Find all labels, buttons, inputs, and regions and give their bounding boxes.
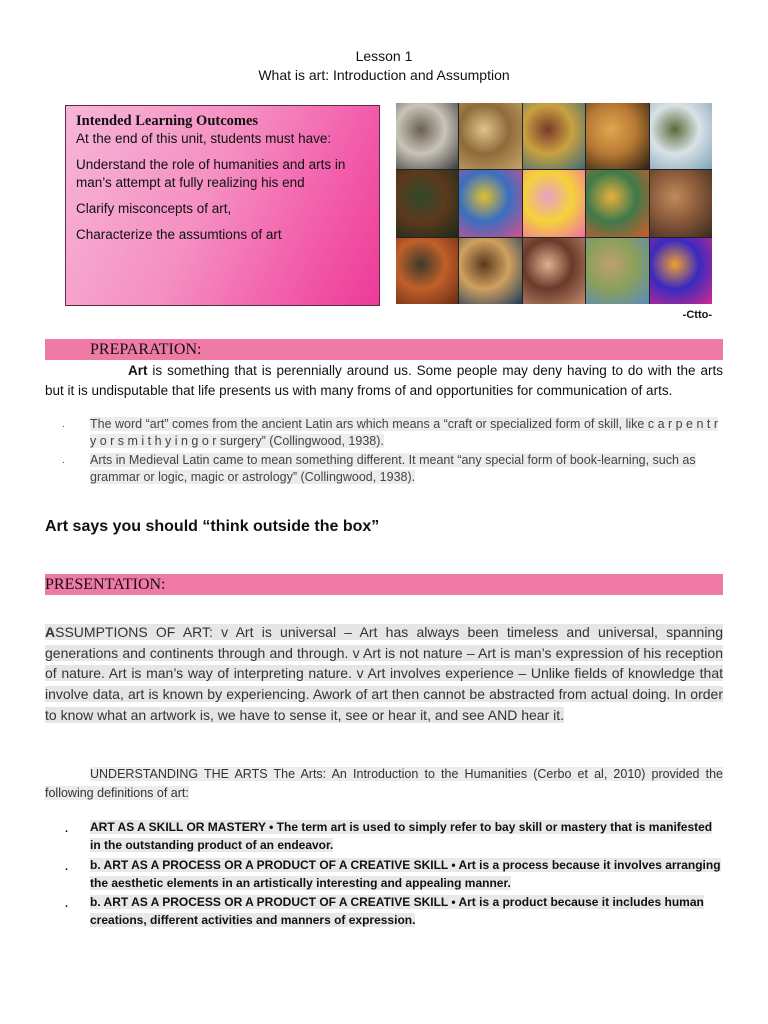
preparation-label: PREPARATION: [90,341,202,358]
definitions-list [65,818,725,931]
lesson-header [0,47,768,85]
list-item [65,893,725,930]
definition-text: b. ART AS A PROCESS OR A PRODUCT OF A CREATIVE SKILL • Art is a product because it includes human creations, different activities and manners of expression. [90,895,704,928]
list-item [65,818,725,855]
lesson-title: What is art: Introduction and Assumption [258,67,510,83]
definition-text: ART AS A SKILL OR MASTERY • The term art is used to simply refer to bay skill or mastery that is manifested in the outstanding product of an endeavor. [90,820,713,853]
mont-sainte-victoire-thumbnail [586,238,648,304]
bullet-marker: . [65,823,69,835]
list-item [62,452,724,486]
list-item [62,416,724,450]
windmill-landscape-thumbnail [650,103,712,169]
fish-painting-thumbnail [586,170,648,236]
outcomes-heading: Intended Learning Outcomes [76,113,259,129]
definition-text: b. ART AS A PROCESS OR A PRODUCT OF A CREATIVE SKILL • Art is a process because it involves arranging the aesthetic elements in an artistically interesting and appealing manner. [90,857,721,890]
marilyn-pop-art-thumbnail [523,170,585,236]
list-item-text: Arts in Medieval Latin came to mean something different. It meant “any special form of book-learning, such as grammar or logic, magic or astrology” (Collingwood, 1938). [90,453,696,484]
reclining-figure-thumbnail [523,238,585,304]
preparation-bar [45,339,723,360]
preparation-text: is something that is perennially around us. Some people may deny having to do with the arts but it is undisputable that life presents us with many froms of and opportunities for communication of arts. [45,363,723,398]
lesson-number: Lesson 1 [355,48,413,64]
assumptions-initial: A [45,624,56,640]
think-outside-heading: Art says you should “think outside the box” [45,518,380,535]
mechanical-head-sculpture-thumbnail [586,103,648,169]
bullet-marker: . [62,455,65,466]
cubist-portrait-thumbnail [523,103,585,169]
bullet-marker: . [62,419,65,430]
assumptions-text: SSUMPTIONS OF ART: v Art is universal – Art has always been timeless and universal, spanning generations and continents through and through. v Art is not nature – Art is man’s expression of his reception of nature. Art is man’s way of interpreting nature. v Art involves experience – Unlike fields of knowledge that involve data, art is known by experiencing. Awork of art then cannot be abstracted from actual doing. In order to know what an artwork is, we have to sense it, see or hear it, and see AND hear it. [45,624,723,723]
arnolfini-portrait-thumbnail [396,170,458,236]
op-art-vasarely-thumbnail [650,238,712,304]
list-item-text: The word “art” comes from the ancient Latin ars which means a “craft or specialized form of skill, like c a r p e n t r y o r s m i t h y i n g o r surgery” (Collingwood, 1938). [90,417,719,448]
presentation-label: PRESENTATION: [45,576,166,593]
presentation-bar [45,574,723,595]
bullet-marker: . [65,860,69,873]
understanding-text: UNDERSTANDING THE ARTS The Arts: An Introduction to the Humanities (Cerbo et al, 2010) provided the following definitions of art: [45,767,723,800]
oath-of-horatii-thumbnail [650,170,712,236]
pre-raphaelite-portrait-thumbnail [396,238,458,304]
art-word: Art [128,363,148,378]
outcome-item: Understand the role of humanities and arts in man’s attempt at fully realizing his end [76,157,346,190]
list-item [65,856,725,893]
art-collage-image [396,103,712,304]
assumptions-paragraph [45,622,723,726]
learning-outcomes-box [65,105,380,306]
picasso-abstract-thumbnail [459,170,521,236]
guernica-style-painting-thumbnail [396,103,458,169]
outcome-item: Characterize the assumtions of art [76,227,282,242]
outcomes-intro: At the end of this unit, students must have: [76,131,332,146]
outcome-item: Clarify misconcepts of art, [76,201,232,216]
vitruvian-man-drawing-thumbnail [459,103,521,169]
persistence-of-memory-thumbnail [459,238,521,304]
bullet-marker: . [65,898,69,911]
preparation-paragraph [45,361,723,401]
image-credit: -Ctto- [682,309,712,321]
etymology-list [62,416,724,488]
understanding-paragraph [45,765,723,802]
